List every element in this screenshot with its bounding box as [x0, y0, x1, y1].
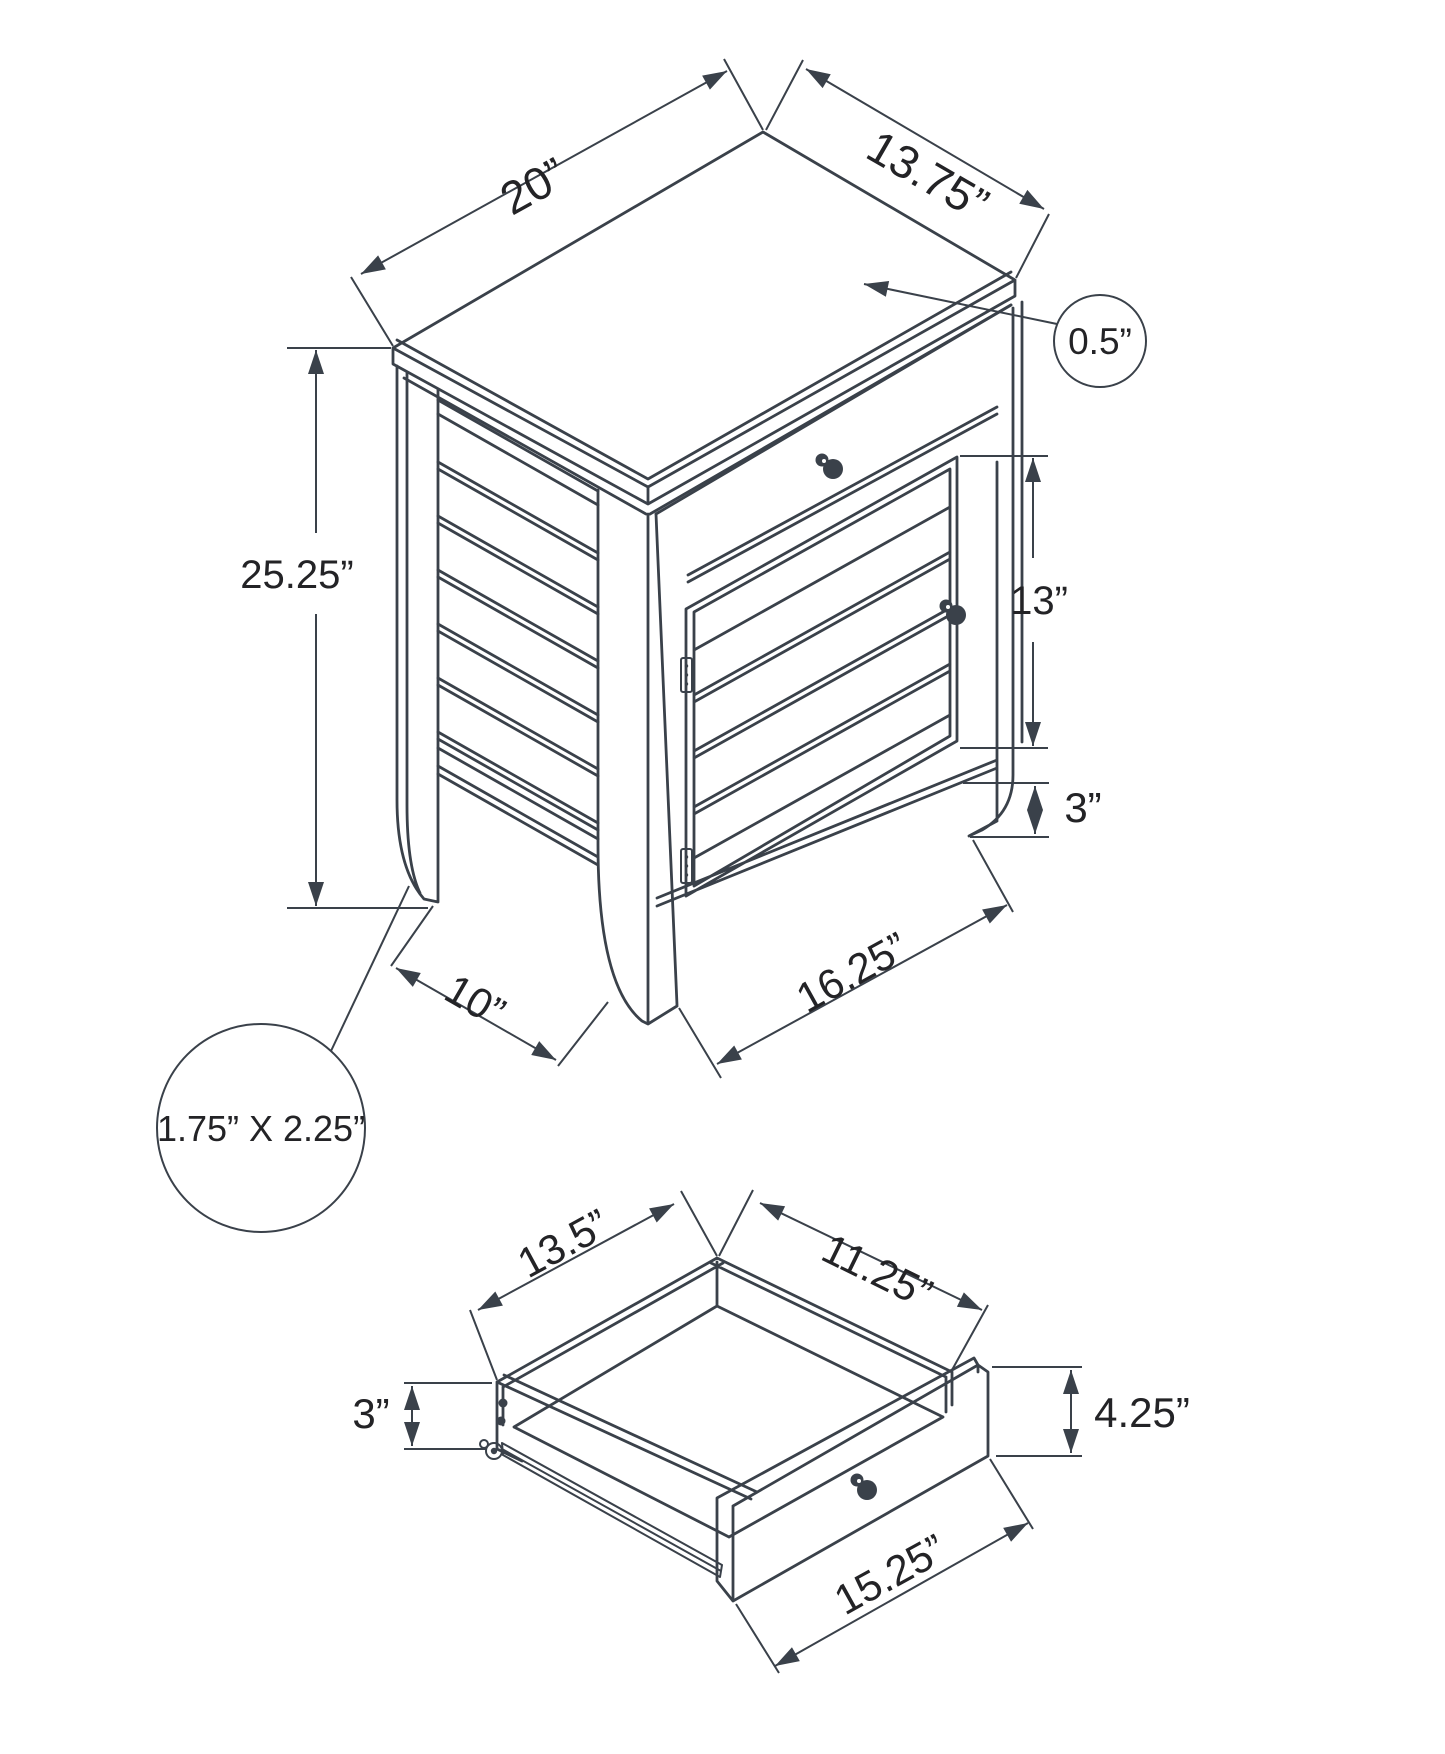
drawer-dimensions: [352, 1190, 1190, 1673]
dim-top-thickness-label: 0.5”: [1068, 321, 1132, 362]
dim-top-depth-label: 13.75”: [858, 120, 998, 231]
dim-drawer-front-width-label: 15.25”: [826, 1524, 954, 1624]
dim-drawer-inner-depth-label: 11.25”: [814, 1224, 940, 1318]
side-louver-panel: [438, 400, 598, 865]
cabinet-drawing: [393, 132, 1022, 1024]
dim-overall-height: [240, 348, 428, 908]
dim-top-depth: [766, 60, 1049, 278]
callout-leg-section: [157, 886, 409, 1232]
dim-drawer-inner-width: [470, 1191, 717, 1380]
screw-hole-icon: [497, 1417, 506, 1426]
dim-drawer-inner-width-label: 13.5”: [509, 1199, 617, 1287]
front-face: [656, 302, 1022, 906]
screw-hole-icon: [499, 1399, 508, 1408]
dim-drawer-side-height: [352, 1383, 492, 1449]
dim-drawer-front-height: [992, 1367, 1190, 1456]
dim-cabinet-leg-height-label: 3”: [1064, 784, 1102, 831]
dim-front-width-label: 16.25”: [788, 922, 916, 1022]
dim-top-width-label: 20”: [491, 147, 575, 225]
dim-side-depth: [391, 906, 608, 1066]
left-leg: [397, 366, 438, 902]
callout-top-thickness: [864, 284, 1146, 387]
dim-leg-section-label: 1.75” X 2.25”: [156, 1108, 366, 1149]
dim-drawer-side-height-label: 3”: [352, 1390, 390, 1437]
dim-door-height-label: 13”: [1010, 579, 1068, 623]
dim-drawer-front-height-label: 4.25”: [1094, 1389, 1190, 1436]
front-leg: [598, 490, 677, 1024]
dim-drawer-front-width: [736, 1459, 1033, 1673]
drawer-knob-icon: [816, 454, 844, 480]
dim-overall-height-label: 25.25”: [240, 553, 354, 597]
dim-top-width: [351, 59, 763, 346]
drawer-panel-knob-icon: [851, 1474, 878, 1501]
dim-side-depth-label: 10”: [437, 964, 514, 1036]
